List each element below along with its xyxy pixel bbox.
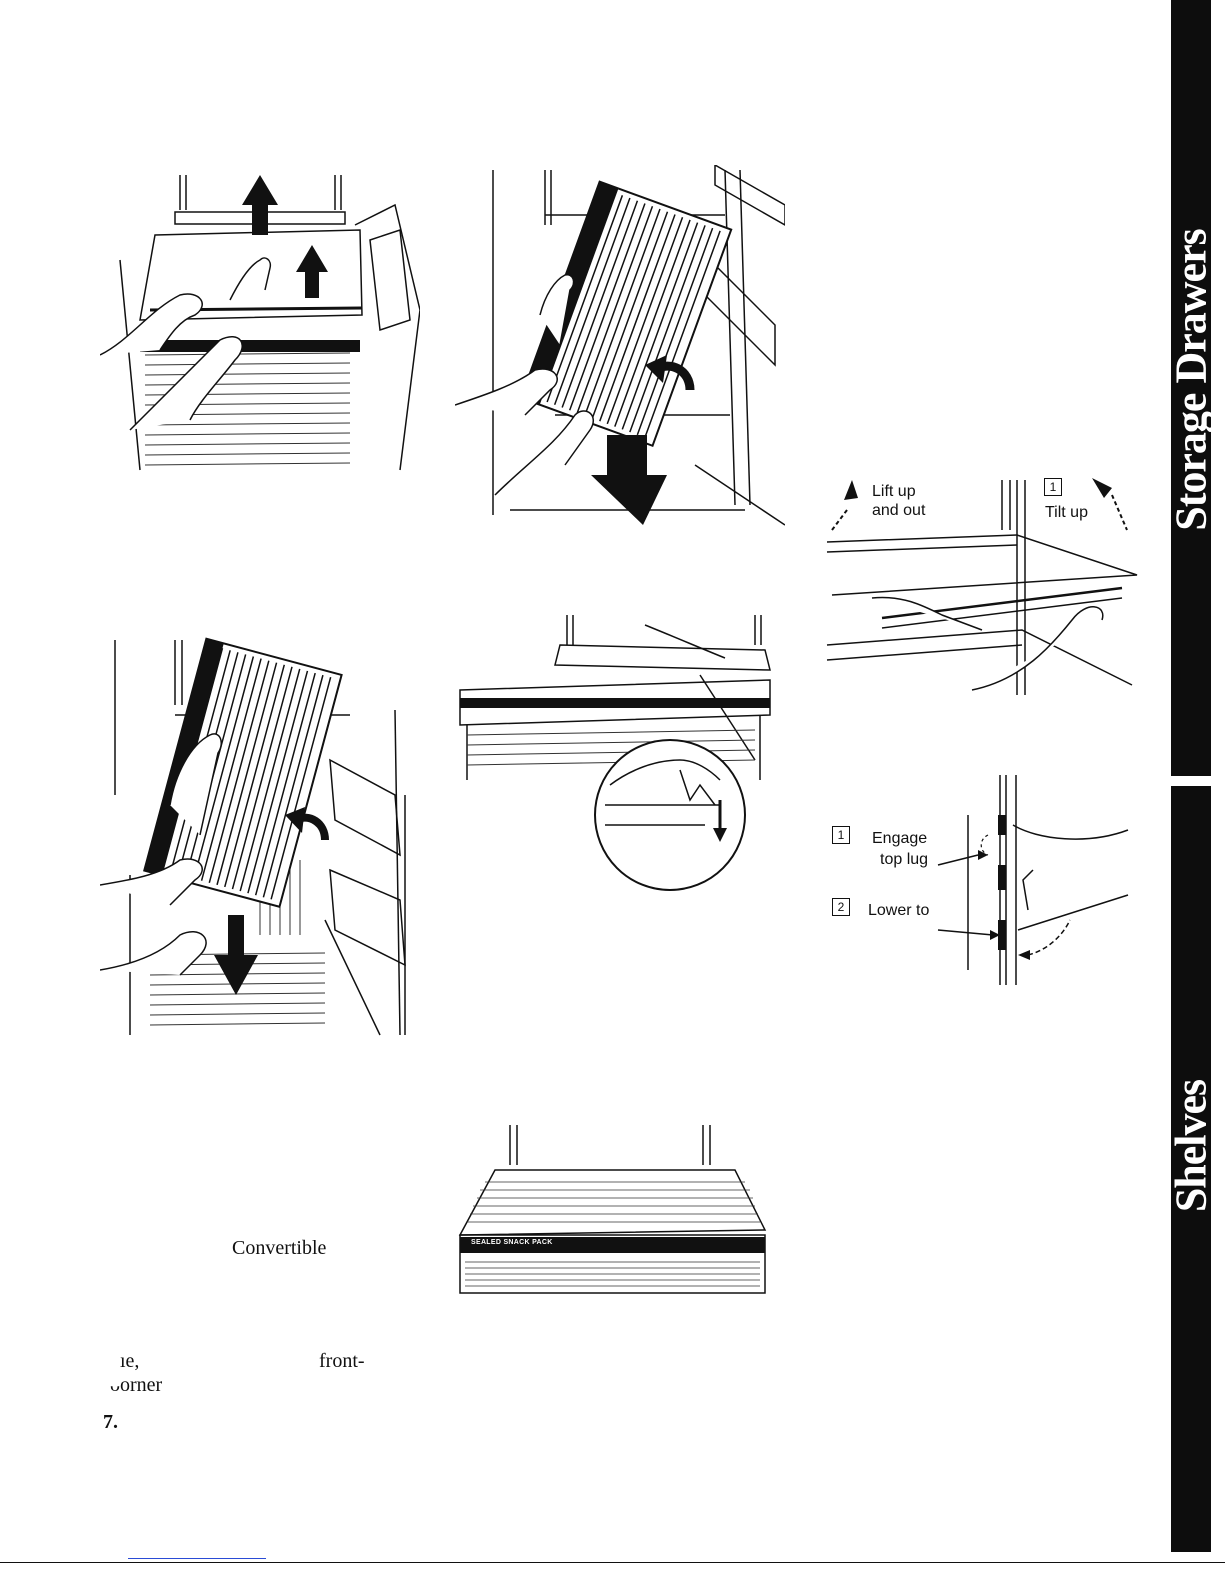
snack-pack-illustration — [455, 1120, 775, 1300]
lift-up-label: Lift up and out — [872, 483, 926, 519]
shelf-hang-illustration — [828, 770, 1133, 990]
step-1-badge: 1 — [1044, 478, 1062, 496]
text-fragment-front: front- — [319, 1350, 365, 1372]
shelf-removal-illustration — [100, 170, 420, 475]
snack-pack-badge: SEALED SNACK PACK — [471, 1239, 553, 1246]
drawer-tilt-out-illustration — [455, 165, 785, 530]
text-fragment-ie: ıe, — [120, 1350, 140, 1372]
tilt-up-label: Tilt up — [1045, 504, 1088, 521]
storage-drawers-tab[interactable] — [1166, 0, 1216, 776]
lower-to-label: Lower to — [868, 902, 930, 919]
drawer-removal-illustration — [100, 635, 420, 1040]
engage-top-lug-label: Engage top lug — [872, 830, 929, 868]
step-number-7: 7. — [103, 1411, 118, 1433]
footer-link-underline[interactable] — [128, 1558, 266, 1559]
text-fragment-corner: ᴗorner — [110, 1374, 163, 1396]
step-2-badge: 2 — [832, 898, 850, 916]
shelf-tilt-illustration — [822, 470, 1147, 695]
footer-rule — [0, 1562, 1225, 1563]
shelves-tab-label: Shelves — [1166, 1079, 1216, 1213]
storage-drawers-tab-label: Storage Drawers — [1166, 229, 1216, 531]
shelves-tab[interactable] — [1166, 786, 1216, 1552]
cover-detail-illustration — [455, 610, 785, 915]
step-1-badge: 1 — [832, 826, 850, 844]
text-convertible: Convertible — [232, 1237, 327, 1259]
